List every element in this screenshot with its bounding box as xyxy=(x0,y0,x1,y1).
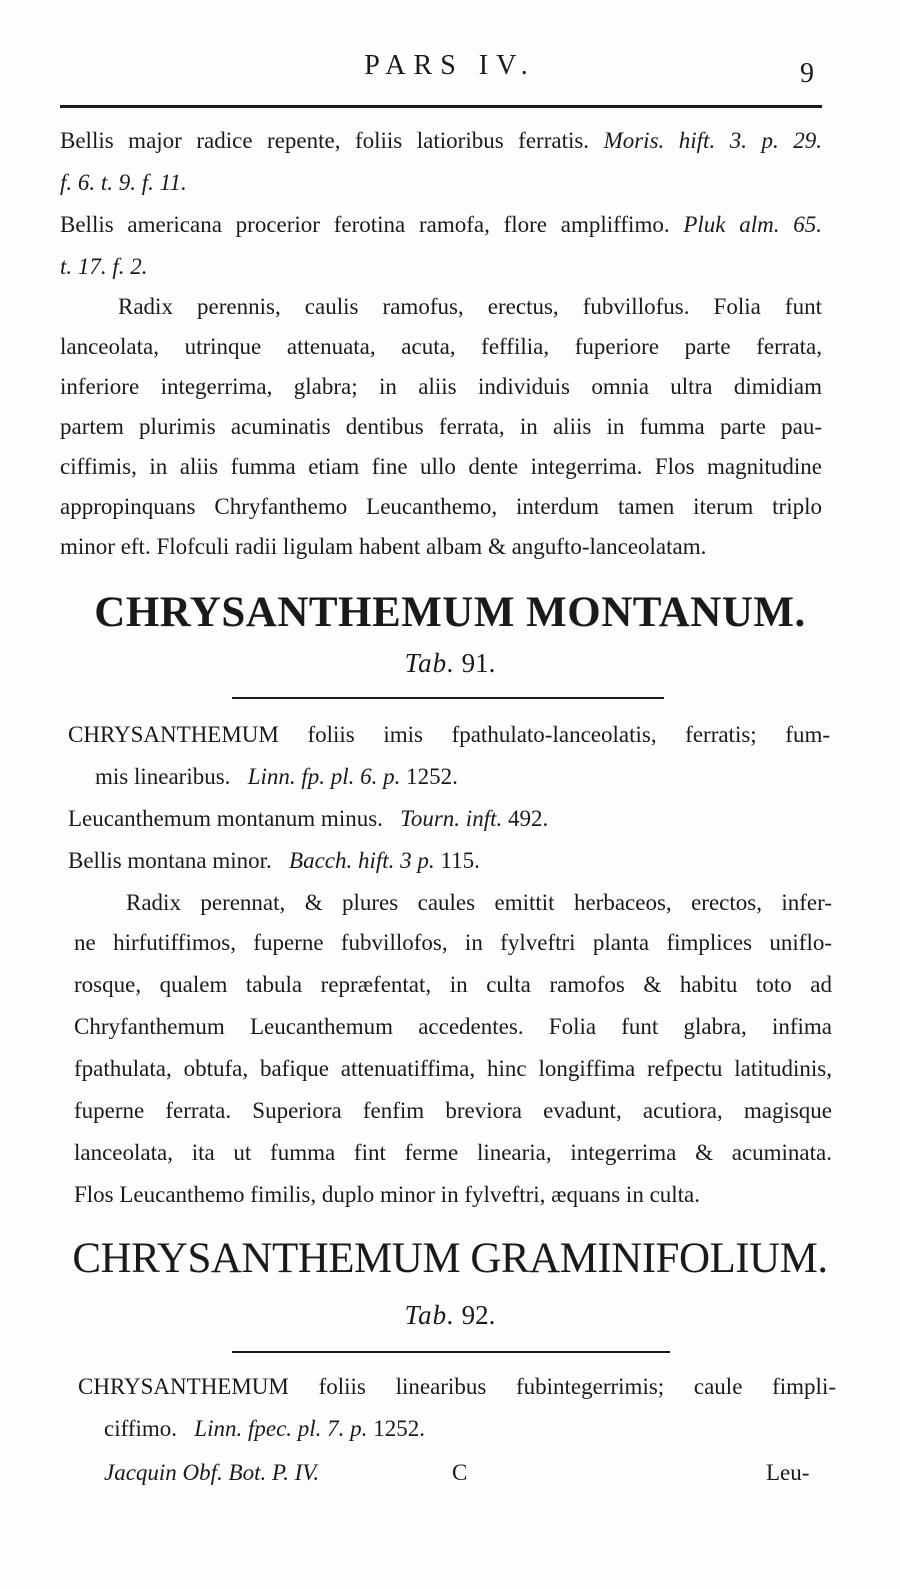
citation: Linn. fp. pl. 6. p. xyxy=(247,764,401,789)
citation: f. 6. t. 9. f. 11. xyxy=(60,170,187,195)
synonym-line: Bellis montana minor. Bacch. hift. 3 p. 115. xyxy=(68,848,480,873)
header-rule xyxy=(60,105,822,108)
synonym-line: Bellis major radice repente, foliis latioribus ferratis. Moris. hift. 3. p. 29. xyxy=(60,128,822,153)
citation: Tourn. inft. xyxy=(400,806,503,831)
signature-mark: C xyxy=(452,1460,468,1485)
description-line: inferiore integerrima, glabra; in aliis individuis omnia ultra dimidiam xyxy=(60,374,822,399)
description-line: minor eft. Flofculi radii ligulam habent albam & angufto-lanceolatam. xyxy=(60,534,707,559)
description-line: appropinquans Chryfanthemo Leucanthemo, interdum tamen iterum triplo xyxy=(60,494,822,519)
catchword: Leu- xyxy=(766,1460,810,1485)
description-line: lanceolata, ita ut fumma fint ferme linearia, integerrima & acuminata. xyxy=(74,1140,832,1165)
description-line: fpathulata, obtufa, bafique attenuatiffima, hinc longiffima refpectu latitudinis, xyxy=(74,1056,832,1081)
citation: Bacch. hift. 3 p. xyxy=(289,848,435,873)
plate-reference: Tab. 91. xyxy=(404,648,496,678)
synonym-line: CHRYSANTHEMUM foliis linearibus fubintegerrimis; caule fimpli- xyxy=(78,1374,836,1399)
citation: t. 17. f. 2. xyxy=(60,254,148,279)
species-heading: CHRYSANTHEMUM MONTANUM. xyxy=(94,589,806,636)
synonym-line: mis linearibus. Linn. fp. pl. 6. p. 1252. xyxy=(95,764,458,789)
plate-reference: Tab. 92. xyxy=(404,1300,496,1330)
citation: Moris. hift. 3. p. 29. xyxy=(603,128,822,153)
description-line: Radix perennat, & plures caules emittit herbaceos, erectos, infer- xyxy=(126,890,832,915)
footer-imprint: Jacquin Obf. Bot. P. IV. xyxy=(104,1460,320,1485)
description-line: Chryfanthemum Leucanthemum accedentes. Folia funt glabra, infima xyxy=(74,1014,832,1039)
synonym-line: CHRYSANTHEMUM foliis imis fpathulato-lanceolatis, ferratis; fum- xyxy=(68,722,830,747)
description-line: ciffimis, in aliis fumma etiam fine ullo dente integerrima. Flos magnitudine xyxy=(60,454,822,479)
section-rule xyxy=(232,697,664,699)
description-line: ne hirfutiffimos, fuperne fubvillofos, in fylveftri planta fimplices uniflo- xyxy=(74,930,832,955)
section-rule xyxy=(232,1351,670,1353)
synonym-line: Leucanthemum montanum minus. Tourn. inft. 492. xyxy=(68,806,549,831)
species-heading: CHRYSANTHEMUM GRAMINIFOLIUM. xyxy=(72,1235,828,1282)
description-line: rosque, qualem tabula repræfentat, in culta ramofos & habitu toto ad xyxy=(74,972,832,997)
description-line: Flos Leucanthemo fimilis, duplo minor in fylveftri, æquans in culta. xyxy=(74,1182,701,1207)
citation: Pluk alm. 65. xyxy=(683,212,822,237)
page-number: 9 xyxy=(800,58,814,89)
description-line: Radix perennis, caulis ramofus, erectus, fubvillofus. Folia funt xyxy=(118,294,822,319)
description-line: fuperne ferrata. Superiora fenfim breviora evadunt, acutiora, magisque xyxy=(74,1098,832,1123)
synonym-line: Bellis americana procerior ferotina ramofa, flore ampliffimo. Pluk alm. 65. xyxy=(60,212,822,237)
running-head: PARS IV. xyxy=(364,50,536,81)
description-line: lanceolata, utrinque attenuata, acuta, feffilia, fuperiore parte ferrata, xyxy=(60,334,822,359)
description-line: partem plurimis acuminatis dentibus ferrata, in aliis in fumma parte pau- xyxy=(60,414,822,439)
synonym-line: ciffimo. Linn. fpec. pl. 7. p. 1252. xyxy=(104,1416,425,1441)
citation: Linn. fpec. pl. 7. p. xyxy=(194,1416,368,1441)
